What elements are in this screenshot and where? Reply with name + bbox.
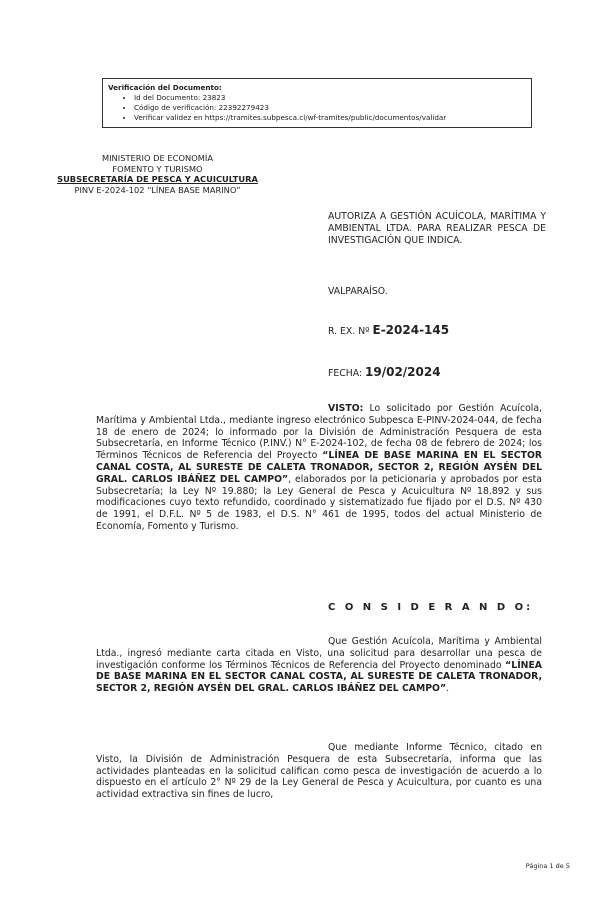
para1-project-name: “LÍNEA DE BASE MARINA EN EL SECTOR CANAL COSTA, AL SURESTE DE CALETA TRONADOR, SECTOR 2, REGIÓN AYSÉN DEL GRAL. CARLOS IBÁÑEZ DEL CAMPO” [96, 659, 542, 695]
date-label: FECHA: [328, 368, 363, 379]
ministry-name-2: FOMENTO Y TURISMO [112, 163, 203, 174]
visto-text-b: , elaborados por la peticionaria y aprobados por esta Subsecretaría; la Ley Nº 19.880; la Ley General de Pesca y Acuicultura Nº 18.892 y sus modificaciones cuyo texto refundido, coordinado y sistematizado fue fijado por el D.S. Nº 430 de 1991, el D.F.L. Nº 5 de 1983, el D.S. N° 461 de 1995, todos del actual Ministerio de Economía, Fomento y Turismo. [96, 473, 542, 532]
para2-text: Que mediante Informe Técnico, citado en Visto, la División de Administración Pesquera de esta Subsecretaría, informa que las actividades planteadas en la solicitud califican como pesca de investigación de acuerdo a lo dispuesto en el artículo 2° Nº 29 de la Ley General de Pesca y Acuicultura, por cuanto es una actividad extractiva sin fines de lucro, [96, 742, 542, 801]
visto-project-name: “LÍNEA DE BASE MARINA EN EL SECTOR CANAL COSTA, AL SURESTE DE CALETA TRONADOR, SECTOR 2, REGIÓN AYSÉN DEL GRAL. CARLOS IBÁÑEZ DEL CAMPO” [96, 450, 543, 485]
page-number: Página 1 de 5 [525, 862, 570, 870]
verification-url[interactable]: • Verificar validez en https://tramites.subpesca.cl/wf-tramites/public/documentos/validar [134, 113, 531, 123]
para1-text-a: Que Gestión Acuícola, Marítima y Ambiental Ltda., ingresó mediante carta citada en Visto, una solicitud para desarrollar una pesca de investigación conforme los Términos Técnicos de Referencia del Proyecto denominado [96, 636, 542, 671]
considerando-heading: C O N S I D E R A N D O: [328, 602, 534, 613]
place: VALPARAÍSO. [328, 286, 388, 297]
document-title: AUTORIZA A GESTIÓN ACUÍCOLA, MARÍTIMA Y AMBIENTAL LTDA. PARA REALIZAR PESCA DE INVESTIGACIÓN QUE INDICA. [328, 211, 546, 246]
visto-label: VISTO: [328, 403, 364, 414]
para1-text-b: . [446, 683, 450, 695]
pinv-reference: PINV E-2024-102 “LÍNEA BASE MARINO” [74, 184, 241, 195]
resolution-value: E-2024-145 [372, 323, 450, 337]
resolution-number [328, 323, 449, 337]
subsecretaria-name: SUBSECRETARÍA DE PESCA Y ACUICULTURA [57, 174, 258, 184]
verification-code: • Código de verificación: 22392279423 [134, 103, 531, 113]
issuer-header [30, 153, 285, 195]
verification-list [108, 93, 531, 123]
verification-box [102, 78, 532, 128]
verification-id: • Id del Documento: 23823 [134, 93, 531, 103]
ministry-name: MINISTERIO DE ECONOMÍA [101, 153, 214, 163]
verification-title: Verificación del Documento: [108, 83, 222, 92]
document-date [328, 365, 441, 379]
visto-text-a: Lo solicitado por Gestión Acuícola, Marítima y Ambiental Ltda., mediante ingreso electrónico Subpesca E-PINV-2024-044, de fecha 18 de enero de 2024; lo informado por la División de Administración Pesquera de esta Subsecretaría, en Informe Técnico (P.INV.) N° E-2024-102, de fecha 08 de febrero de 2024; los Términos Técnicos de Referencia del Proyecto [96, 403, 542, 462]
considerando-paragraph-1 [96, 636, 542, 695]
resolution-label: R. EX. Nº [328, 326, 370, 337]
visto-paragraph [96, 403, 542, 533]
considerando-paragraph-2 [96, 742, 542, 801]
date-value: 19/02/2024 [365, 365, 441, 379]
